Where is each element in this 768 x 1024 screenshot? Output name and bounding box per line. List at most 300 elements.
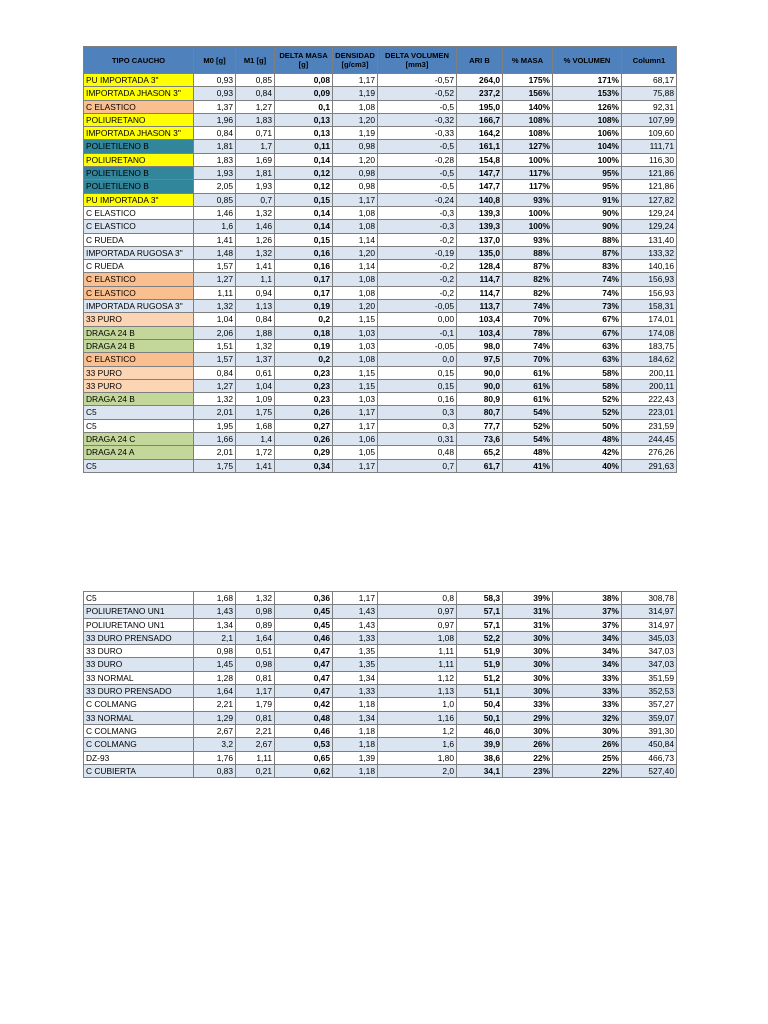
cell-pct-volumen: 74% (553, 286, 622, 299)
cell-densidad: 1,03 (333, 326, 378, 339)
cell-densidad: 1,08 (333, 273, 378, 286)
cell-ari-b: 80,9 (457, 393, 503, 406)
cell-m0: 1,51 (194, 339, 236, 352)
cell-pct-volumen: 25% (553, 751, 622, 764)
cell-m1: 1,37 (236, 353, 275, 366)
cell-column1: 133,32 (622, 246, 677, 259)
cell-delta-volumen: -0,2 (378, 286, 457, 299)
cell-pct-volumen: 83% (553, 260, 622, 273)
cell-column1: 223,01 (622, 406, 677, 419)
cell-delta-masa: 0,26 (275, 433, 333, 446)
cell-pct-volumen: 33% (553, 698, 622, 711)
header-column1: Column1 (622, 47, 677, 74)
cell-tipo-caucho: 33 DURO PRENSADO (84, 631, 194, 644)
cell-m1: 0,61 (236, 366, 275, 379)
cell-m1: 0,51 (236, 645, 275, 658)
cell-delta-masa: 0,48 (275, 711, 333, 724)
cell-ari-b: 103,4 (457, 326, 503, 339)
table-row (84, 233, 677, 246)
cell-densidad: 1,19 (333, 127, 378, 140)
cell-densidad: 1,43 (333, 605, 378, 618)
table-row (84, 406, 677, 419)
cell-column1: 127,82 (622, 193, 677, 206)
cell-m0: 0,93 (194, 74, 236, 87)
cell-column1: 231,59 (622, 419, 677, 432)
table-row (84, 711, 677, 724)
cell-tipo-caucho: C RUEDA (84, 233, 194, 246)
cell-delta-masa: 0,12 (275, 180, 333, 193)
cell-column1: 291,63 (622, 459, 677, 472)
table-row (84, 379, 677, 392)
cell-m1: 0,7 (236, 193, 275, 206)
cell-m0: 1,83 (194, 153, 236, 166)
cell-delta-volumen: -0,05 (378, 300, 457, 313)
cell-delta-masa: 0,47 (275, 671, 333, 684)
cell-delta-volumen: 0,97 (378, 605, 457, 618)
cell-delta-masa: 0,42 (275, 698, 333, 711)
cell-m1: 1,93 (236, 180, 275, 193)
cell-densidad: 1,17 (333, 459, 378, 472)
header-m1: M1 [g] (236, 47, 275, 74)
cell-delta-volumen: -0,3 (378, 220, 457, 233)
cell-ari-b: 113,7 (457, 300, 503, 313)
cell-delta-masa: 0,45 (275, 605, 333, 618)
cell-pct-masa: 22% (503, 751, 553, 764)
cell-pct-masa: 31% (503, 605, 553, 618)
cell-tipo-caucho: DRAGA 24 B (84, 326, 194, 339)
cell-pct-volumen: 34% (553, 658, 622, 671)
cell-delta-volumen: -0,5 (378, 167, 457, 180)
table-row (84, 180, 677, 193)
cell-densidad: 1,20 (333, 300, 378, 313)
cell-delta-masa: 0,17 (275, 273, 333, 286)
cell-m1: 0,94 (236, 286, 275, 299)
cell-pct-masa: 127% (503, 140, 553, 153)
cell-pct-volumen: 87% (553, 246, 622, 259)
table-row (84, 100, 677, 113)
cell-pct-volumen: 104% (553, 140, 622, 153)
cell-delta-masa: 0,14 (275, 153, 333, 166)
cell-pct-volumen: 90% (553, 206, 622, 219)
cell-ari-b: 139,3 (457, 220, 503, 233)
cell-densidad: 1,18 (333, 724, 378, 737)
cell-m1: 1,68 (236, 419, 275, 432)
cell-tipo-caucho: C ELASTICO (84, 100, 194, 113)
cell-ari-b: 73,6 (457, 433, 503, 446)
cell-densidad: 1,34 (333, 711, 378, 724)
cell-ari-b: 80,7 (457, 406, 503, 419)
header-delta-volumen: DELTA VOLUMEN [mm3] (378, 47, 457, 74)
cell-densidad: 1,35 (333, 645, 378, 658)
cell-tipo-caucho: PU IMPORTADA 3" (84, 193, 194, 206)
cell-tipo-caucho: POLIETILENO B (84, 180, 194, 193)
cell-ari-b: 58,3 (457, 592, 503, 605)
table-row (84, 87, 677, 100)
cell-pct-masa: 87% (503, 260, 553, 273)
cell-pct-volumen: 37% (553, 605, 622, 618)
cell-delta-masa: 0,09 (275, 87, 333, 100)
cell-ari-b: 140,8 (457, 193, 503, 206)
cell-pct-volumen: 63% (553, 339, 622, 352)
cell-delta-masa: 0,16 (275, 260, 333, 273)
cell-m1: 1,7 (236, 140, 275, 153)
table-row (84, 605, 677, 618)
cell-m0: 2,1 (194, 631, 236, 644)
cell-delta-masa: 0,1 (275, 100, 333, 113)
cell-delta-volumen: 0,00 (378, 313, 457, 326)
cell-m1: 1,69 (236, 153, 275, 166)
cell-m1: 0,89 (236, 618, 275, 631)
cell-m0: 1,57 (194, 260, 236, 273)
cell-delta-masa: 0,46 (275, 631, 333, 644)
cell-column1: 140,16 (622, 260, 677, 273)
cell-tipo-caucho: C COLMANG (84, 698, 194, 711)
cell-column1: 347,03 (622, 658, 677, 671)
cell-delta-masa: 0,13 (275, 113, 333, 126)
cell-delta-masa: 0,14 (275, 206, 333, 219)
cell-delta-masa: 0,11 (275, 140, 333, 153)
cell-tipo-caucho: DRAGA 24 A (84, 446, 194, 459)
cell-delta-volumen: 1,11 (378, 658, 457, 671)
cell-ari-b: 61,7 (457, 459, 503, 472)
cell-densidad: 1,17 (333, 419, 378, 432)
cell-delta-masa: 0,62 (275, 764, 333, 777)
cell-delta-volumen: -0,28 (378, 153, 457, 166)
header-tipo-caucho: TIPO CAUCHO (84, 47, 194, 74)
table-row (84, 724, 677, 737)
cell-densidad: 1,14 (333, 260, 378, 273)
cell-densidad: 1,03 (333, 339, 378, 352)
cell-column1: 156,93 (622, 286, 677, 299)
cell-column1: 92,31 (622, 100, 677, 113)
cell-ari-b: 164,2 (457, 127, 503, 140)
header-ari-b: ARI B (457, 47, 503, 74)
cell-m0: 1,68 (194, 592, 236, 605)
cell-pct-masa: 30% (503, 658, 553, 671)
cell-pct-volumen: 91% (553, 193, 622, 206)
cell-delta-volumen: 0,31 (378, 433, 457, 446)
cell-tipo-caucho: C ELASTICO (84, 273, 194, 286)
cell-pct-volumen: 58% (553, 366, 622, 379)
cell-delta-volumen: -0,52 (378, 87, 457, 100)
cell-densidad: 1,03 (333, 393, 378, 406)
cell-ari-b: 114,7 (457, 273, 503, 286)
cell-delta-volumen: 0,3 (378, 419, 457, 432)
cell-pct-volumen: 52% (553, 393, 622, 406)
cell-delta-volumen: -0,2 (378, 273, 457, 286)
cell-m0: 2,21 (194, 698, 236, 711)
cell-delta-masa: 0,47 (275, 658, 333, 671)
cell-column1: 111,71 (622, 140, 677, 153)
table-row (84, 658, 677, 671)
cell-pct-volumen: 106% (553, 127, 622, 140)
cell-tipo-caucho: C RUEDA (84, 260, 194, 273)
cell-densidad: 1,15 (333, 313, 378, 326)
cell-ari-b: 135,0 (457, 246, 503, 259)
table-row (84, 206, 677, 219)
cell-pct-masa: 41% (503, 459, 553, 472)
table-row (84, 631, 677, 644)
cell-m0: 1,32 (194, 393, 236, 406)
cell-pct-masa: 88% (503, 246, 553, 259)
cell-tipo-caucho: DZ-93 (84, 751, 194, 764)
cell-m0: 1,57 (194, 353, 236, 366)
cell-m0: 1,28 (194, 671, 236, 684)
cell-tipo-caucho: 33 DURO (84, 658, 194, 671)
cell-pct-volumen: 126% (553, 100, 622, 113)
cell-delta-volumen: -0,2 (378, 233, 457, 246)
cell-m0: 1,32 (194, 300, 236, 313)
cell-delta-masa: 0,27 (275, 419, 333, 432)
cell-m0: 1,96 (194, 113, 236, 126)
cell-m0: 1,66 (194, 433, 236, 446)
cell-delta-volumen: -0,2 (378, 260, 457, 273)
cell-m0: 1,48 (194, 246, 236, 259)
cell-m1: 1,88 (236, 326, 275, 339)
cell-pct-volumen: 37% (553, 618, 622, 631)
cell-densidad: 1,06 (333, 433, 378, 446)
cell-m1: 1,75 (236, 406, 275, 419)
cell-densidad: 1,17 (333, 193, 378, 206)
cell-delta-masa: 0,36 (275, 592, 333, 605)
table-row (84, 153, 677, 166)
table-row (84, 764, 677, 777)
cell-ari-b: 128,4 (457, 260, 503, 273)
cell-densidad: 1,20 (333, 246, 378, 259)
cell-column1: 351,59 (622, 671, 677, 684)
cell-delta-volumen: 0,7 (378, 459, 457, 472)
cell-m1: 0,84 (236, 313, 275, 326)
table-row (84, 167, 677, 180)
cell-m1: 1,13 (236, 300, 275, 313)
cell-tipo-caucho: C5 (84, 459, 194, 472)
cell-tipo-caucho: PU IMPORTADA 3" (84, 74, 194, 87)
cell-pct-volumen: 63% (553, 353, 622, 366)
cell-pct-masa: 175% (503, 74, 553, 87)
cell-column1: 244,45 (622, 433, 677, 446)
cell-m1: 0,98 (236, 658, 275, 671)
cell-column1: 466,73 (622, 751, 677, 764)
cell-m1: 1,72 (236, 446, 275, 459)
cell-column1: 359,07 (622, 711, 677, 724)
cell-ari-b: 161,1 (457, 140, 503, 153)
cell-m0: 1,11 (194, 286, 236, 299)
cell-column1: 183,75 (622, 339, 677, 352)
cell-ari-b: 90,0 (457, 366, 503, 379)
table-row (84, 286, 677, 299)
cell-ari-b: 166,7 (457, 113, 503, 126)
cell-tipo-caucho: 33 DURO PRENSADO (84, 685, 194, 698)
table-row (84, 353, 677, 366)
cell-m0: 1,45 (194, 658, 236, 671)
cell-delta-masa: 0,65 (275, 751, 333, 764)
cell-delta-volumen: -0,19 (378, 246, 457, 259)
cell-delta-volumen: 1,80 (378, 751, 457, 764)
cell-pct-masa: 61% (503, 393, 553, 406)
cell-column1: 200,11 (622, 366, 677, 379)
cell-ari-b: 98,0 (457, 339, 503, 352)
cell-pct-masa: 39% (503, 592, 553, 605)
table-row (84, 260, 677, 273)
cell-m0: 2,67 (194, 724, 236, 737)
cell-delta-volumen: 1,16 (378, 711, 457, 724)
cell-tipo-caucho: C5 (84, 406, 194, 419)
cell-delta-volumen: 0,15 (378, 379, 457, 392)
cell-delta-masa: 0,16 (275, 246, 333, 259)
cell-ari-b: 34,1 (457, 764, 503, 777)
cell-m1: 1,41 (236, 459, 275, 472)
cell-densidad: 1,17 (333, 592, 378, 605)
cell-m0: 1,75 (194, 459, 236, 472)
cell-m0: 0,84 (194, 366, 236, 379)
cell-m0: 0,85 (194, 193, 236, 206)
cell-tipo-caucho: 33 NORMAL (84, 671, 194, 684)
cell-tipo-caucho: IMPORTADA JHASON 3" (84, 127, 194, 140)
cell-pct-volumen: 88% (553, 233, 622, 246)
cell-pct-volumen: 50% (553, 419, 622, 432)
cell-delta-volumen: 0,48 (378, 446, 457, 459)
cell-ari-b: 57,1 (457, 605, 503, 618)
data-table-top (83, 46, 677, 473)
cell-ari-b: 50,4 (457, 698, 503, 711)
cell-m1: 0,85 (236, 74, 275, 87)
cell-m1: 0,84 (236, 87, 275, 100)
cell-tipo-caucho: 33 PURO (84, 313, 194, 326)
cell-m0: 1,46 (194, 206, 236, 219)
cell-column1: 222,43 (622, 393, 677, 406)
cell-m0: 1,34 (194, 618, 236, 631)
cell-m0: 0,93 (194, 87, 236, 100)
cell-pct-masa: 100% (503, 153, 553, 166)
table-row (84, 433, 677, 446)
cell-tipo-caucho: 33 PURO (84, 366, 194, 379)
cell-column1: 276,26 (622, 446, 677, 459)
cell-delta-masa: 0,2 (275, 313, 333, 326)
cell-delta-masa: 0,14 (275, 220, 333, 233)
cell-pct-volumen: 26% (553, 738, 622, 751)
table-row (84, 140, 677, 153)
cell-m0: 1,64 (194, 685, 236, 698)
cell-delta-volumen: -0,5 (378, 140, 457, 153)
cell-delta-masa: 0,19 (275, 339, 333, 352)
cell-pct-masa: 61% (503, 379, 553, 392)
cell-tipo-caucho: C ELASTICO (84, 220, 194, 233)
cell-pct-volumen: 67% (553, 313, 622, 326)
cell-densidad: 0,98 (333, 180, 378, 193)
cell-delta-masa: 0,34 (275, 459, 333, 472)
cell-pct-volumen: 40% (553, 459, 622, 472)
cell-densidad: 1,17 (333, 74, 378, 87)
cell-m1: 1,83 (236, 113, 275, 126)
table-row (84, 273, 677, 286)
cell-delta-volumen: 1,0 (378, 698, 457, 711)
cell-m1: 1,46 (236, 220, 275, 233)
cell-m0: 2,05 (194, 180, 236, 193)
cell-ari-b: 65,2 (457, 446, 503, 459)
cell-tipo-caucho: POLIURETANO (84, 113, 194, 126)
cell-m0: 0,98 (194, 645, 236, 658)
table-row (84, 300, 677, 313)
cell-pct-volumen: 34% (553, 645, 622, 658)
cell-m0: 1,6 (194, 220, 236, 233)
cell-delta-volumen: -0,1 (378, 326, 457, 339)
cell-delta-masa: 0,23 (275, 366, 333, 379)
cell-delta-masa: 0,13 (275, 127, 333, 140)
cell-tipo-caucho: C ELASTICO (84, 286, 194, 299)
cell-m1: 1,26 (236, 233, 275, 246)
cell-m0: 1,27 (194, 379, 236, 392)
cell-column1: 314,97 (622, 605, 677, 618)
cell-m1: 1,17 (236, 685, 275, 698)
cell-ari-b: 237,2 (457, 87, 503, 100)
cell-delta-volumen: 1,11 (378, 645, 457, 658)
cell-m1: 1,41 (236, 260, 275, 273)
cell-delta-masa: 0,15 (275, 233, 333, 246)
cell-densidad: 1,15 (333, 379, 378, 392)
cell-ari-b: 103,4 (457, 313, 503, 326)
cell-pct-masa: 93% (503, 233, 553, 246)
cell-m0: 0,84 (194, 127, 236, 140)
cell-tipo-caucho: IMPORTADA JHASON 3" (84, 87, 194, 100)
cell-m1: 2,21 (236, 724, 275, 737)
cell-delta-volumen: 0,16 (378, 393, 457, 406)
cell-densidad: 1,18 (333, 698, 378, 711)
header-densidad: DENSIDAD [g/cm3] (333, 47, 378, 74)
cell-pct-masa: 54% (503, 433, 553, 446)
cell-tipo-caucho: 33 DURO (84, 645, 194, 658)
cell-delta-masa: 0,45 (275, 618, 333, 631)
cell-densidad: 1,18 (333, 764, 378, 777)
cell-pct-masa: 117% (503, 180, 553, 193)
table-row (84, 193, 677, 206)
cell-ari-b: 51,1 (457, 685, 503, 698)
cell-pct-volumen: 95% (553, 167, 622, 180)
cell-densidad: 0,98 (333, 140, 378, 153)
cell-delta-masa: 0,2 (275, 353, 333, 366)
cell-m0: 1,27 (194, 273, 236, 286)
cell-ari-b: 39,9 (457, 738, 503, 751)
cell-delta-volumen: -0,5 (378, 100, 457, 113)
cell-densidad: 1,08 (333, 220, 378, 233)
cell-column1: 107,99 (622, 113, 677, 126)
cell-tipo-caucho: IMPORTADA RUGOSA 3" (84, 246, 194, 259)
cell-pct-masa: 31% (503, 618, 553, 631)
cell-column1: 68,17 (622, 74, 677, 87)
cell-pct-volumen: 34% (553, 631, 622, 644)
cell-column1: 352,53 (622, 685, 677, 698)
cell-pct-masa: 30% (503, 671, 553, 684)
cell-delta-volumen: 1,13 (378, 685, 457, 698)
cell-pct-masa: 52% (503, 419, 553, 432)
cell-delta-volumen: 0,0 (378, 353, 457, 366)
cell-m1: 1,79 (236, 698, 275, 711)
cell-delta-masa: 0,15 (275, 193, 333, 206)
cell-m0: 2,01 (194, 446, 236, 459)
cell-densidad: 1,43 (333, 618, 378, 631)
cell-densidad: 1,35 (333, 658, 378, 671)
cell-m0: 1,81 (194, 140, 236, 153)
cell-ari-b: 97,5 (457, 353, 503, 366)
cell-column1: 129,24 (622, 206, 677, 219)
cell-densidad: 1,33 (333, 631, 378, 644)
cell-densidad: 1,05 (333, 446, 378, 459)
cell-pct-volumen: 52% (553, 406, 622, 419)
cell-pct-masa: 100% (503, 220, 553, 233)
cell-column1: 308,78 (622, 592, 677, 605)
cell-delta-volumen: -0,57 (378, 74, 457, 87)
cell-delta-volumen: 1,08 (378, 631, 457, 644)
cell-pct-masa: 33% (503, 698, 553, 711)
